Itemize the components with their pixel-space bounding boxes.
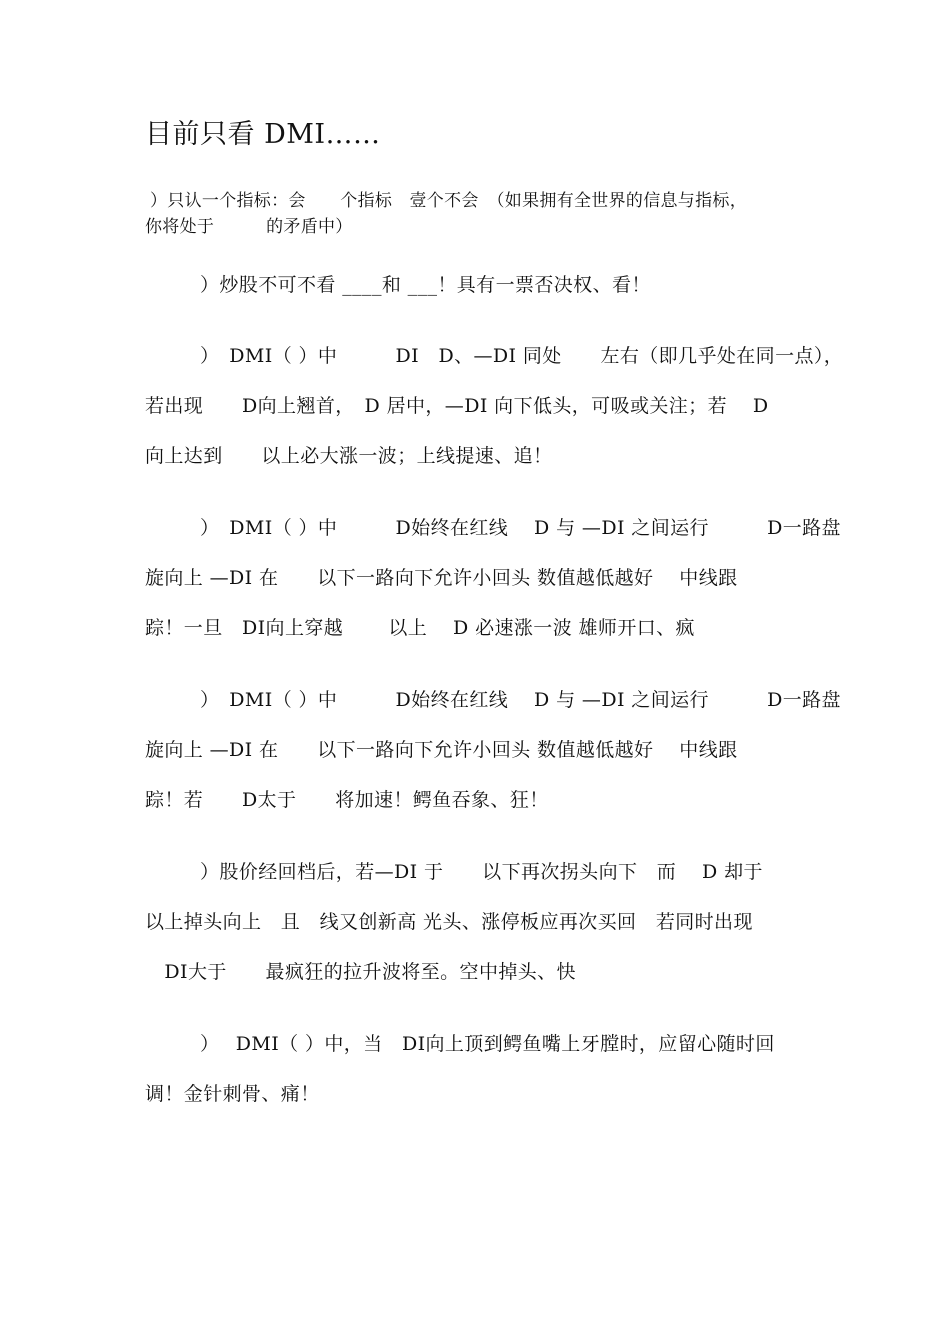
paragraph-3-line-2: 旋向上 —DI 在 以下一路向下允许小回头 数值越低越好 中线跟 (145, 567, 738, 589)
paragraph-6-line-1: ） DMI（ ）中，当 DI向上顶到鳄鱼嘴上牙膛时，应留心随时回 (200, 1033, 775, 1055)
paragraph-2-line-2: 若出现 D向上翘首， D 居中，—DI 向下低头，可吸或关注；若 D (145, 395, 769, 417)
paragraph-3-line-1: ） DMI（ ）中 D始终在红线 D 与 —DI 之间运行 D一路盘 (200, 517, 841, 539)
page-title: 目前只看 DMI…… (145, 119, 381, 150)
paragraph-2-line-3: 向上达到 以上必大涨一波；上线提速、追！ (145, 445, 553, 467)
intro-line-2: 你将处于 的矛盾中） (145, 217, 353, 237)
paragraph-3-line-3: 踪！一旦 DI向上穿越 以上 D 必速涨一波 雄师开口、疯 (145, 617, 695, 639)
paragraph-4-line-2: 旋向上 —DI 在 以下一路向下允许小回头 数值越低越好 中线跟 (145, 739, 738, 761)
paragraph-6-line-2: 调！金针刺骨、痛！ (145, 1083, 320, 1105)
paragraph-4-line-1: ） DMI（ ）中 D始终在红线 D 与 —DI 之间运行 D一路盘 (200, 689, 841, 711)
paragraph-5-line-3: DI大于 最疯狂的拉升波将至。空中掉头、快 (145, 961, 576, 983)
paragraph-2-line-1: ） DMI（ ）中 DI D、—DI 同处 左右（即几乎处在同一点）， (200, 345, 844, 367)
paragraph-4-line-3: 踪！若 D太于 将加速！鳄鱼吞象、狂！ (145, 789, 549, 811)
paragraph-5-line-2: 以上掉头向上 且 线又创新高 光头、涨停板应再次买回 若同时出现 (145, 911, 753, 933)
paragraph-5-line-1: ）股价经回档后，若—DI 于 以下再次拐头向下 而 D 却于 (200, 861, 763, 883)
intro-line-1: ）只认一个指标：会 个指标 壹个不会 （如果拥有全世界的信息与指标， (150, 191, 747, 211)
paragraph-1-line-1: ）炒股不可不看 ____和 ___！具有一票否决权、看！ (200, 274, 651, 296)
